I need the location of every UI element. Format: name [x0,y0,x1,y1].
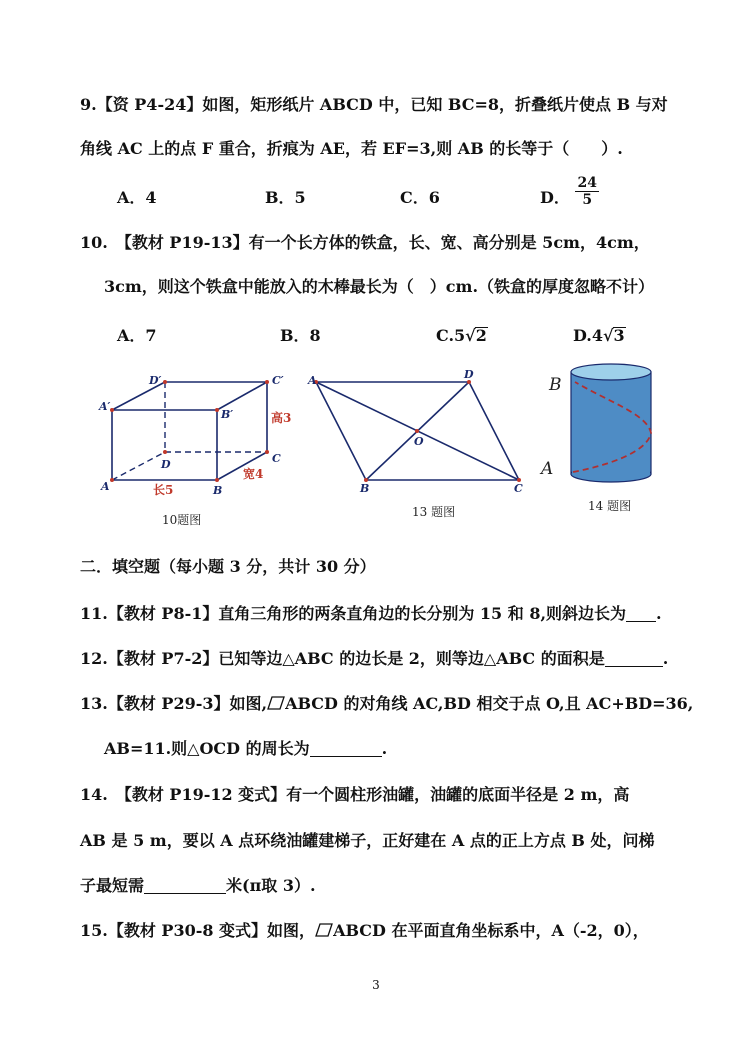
q12-text: 12.【教材 P7-2】已知等边△ABC 的边长是 2，则等边△ABC 的面积是 [80,649,605,668]
q11-answer-blank[interactable] [626,605,656,622]
q15-line1 [80,920,702,942]
label-a: A [541,459,554,479]
box-edge [217,382,267,410]
label-b: B [549,375,562,395]
page-number: 3 [372,978,380,992]
vertex-dot [163,380,167,384]
q10-option-a: A．7 [117,326,157,345]
label-d-prime: D′ [149,374,162,387]
q12-line: 12.【教材 P7-2】已知等边△ABC 的边长是 2，则等边△ABC 的面积是 . [80,649,669,668]
q9-option-d-fraction [575,175,598,208]
label-c: C [272,452,281,465]
q12-answer-blank[interactable] [605,650,663,667]
sqrt-icon: √ [465,326,476,345]
q9-option-c: C．6 [400,188,440,207]
q9-line2: 角线 AC 上的点 F 重合，折痕为 AE，若 EF=3,则 AB 的长等于（ ）. [80,139,623,158]
q9-option-d-label: D． [540,188,570,207]
cylinder-base-fill [572,458,650,474]
label-b: B [213,484,223,497]
q10-option-c-radicand: 2 [475,326,487,345]
q13-answer-blank[interactable] [310,740,382,757]
label-o: O [414,435,424,448]
sqrt-icon: √ [603,326,614,345]
label-d: D [161,458,171,471]
q10-option-d [573,325,626,347]
q13-rest: ABCD 的对角线 AC,BD 相交于点 O,且 AC+BD=36, [285,694,694,713]
label-b-prime: B′ [221,408,234,421]
q10-option-c-label: C. [436,326,455,345]
cylinder-caption: 14 题图 [588,499,632,513]
q13-line2: AB=11.则△OCD 的周长为 . [104,739,388,758]
q15-prefix: 15.【教材 P30-8 变式】如图， [80,921,316,940]
q14-line1: 14. 【教材 P19-12 变式】有一个圆柱形油罐，油罐的底面半径是 2 m，高 [80,785,630,804]
label-height: 高3 [271,411,292,425]
q14-answer-blank[interactable] [144,877,226,894]
vertex-dot [163,450,167,454]
q10-option-b: B．8 [280,326,321,345]
vertex-dot [415,429,419,433]
vertex-dot [265,450,269,454]
q10-line1: 10. 【教材 P19-13】有一个长方体的铁盒，长、宽、高分别是 5cm，4cm， [80,233,650,252]
label-d: D [464,370,474,381]
label-a: A [101,480,110,493]
section-heading: 二．填空题（每小题 3 分，共计 30 分） [80,557,376,576]
q9-line1: 9.【资 P4-24】如图，矩形纸片 ABCD 中，已知 BC=8，折叠纸片使点 B 与对 [80,95,668,114]
vertex-dot [215,478,219,482]
q11-text: 11.【教材 P8-1】直角三角形的两条直角边的长分别为 15 和 8,则斜边长为 [80,604,627,623]
label-width: 宽4 [243,467,264,481]
q10-option-c [436,325,488,347]
q14-line2: AB 是 5 m，要以 A 点环绕油罐建梯子，正好建在 A 点的正上方点 B 处，问梯 [80,831,655,850]
q14-line3-suffix: 米(π取 3）. [226,876,316,895]
q14-line3 [80,875,702,897]
q15-rest: ABCD 在平面直角坐标系中，A（-2，0）， [333,921,649,940]
q10-option-c-coef: 5 [454,326,466,345]
label-a: A [308,374,317,387]
parallelogram-icon [315,923,333,937]
q10-option-d-radicand: 3 [613,326,625,345]
q10-option-d-label: D. [573,326,592,345]
q9-fraction-numerator: 24 [577,175,597,191]
parallelogram-figure [306,370,534,495]
cylinder-top [571,364,651,380]
q13-prefix: 13.【教材 P29-3】如图, [80,694,268,713]
vertex-dot [110,478,114,482]
q10-line2: 3cm，则这个铁盒中能放入的木棒最长为（ ）cm.（铁盒的厚度忽略不计） [104,277,655,296]
vertex-dot [215,408,219,412]
q9-option-d [540,175,599,209]
q11-line: 11.【教材 P8-1】直角三角形的两条直角边的长分别为 15 和 8,则斜边长为 . [80,604,662,623]
box-caption: 10题图 [162,513,202,527]
box-hidden-edge [112,452,165,480]
q9-option-a: A．4 [117,188,157,207]
parallelogram-caption: 13 题图 [412,505,456,519]
parallelogram-icon [267,696,285,710]
q10-option-d-coef: 4 [591,326,604,345]
label-a-prime: A′ [99,400,111,413]
parallelogram-edge [316,382,366,480]
q13-line1 [80,693,702,715]
label-length: 长5 [153,483,174,497]
vertex-dot [265,380,269,384]
label-b: B [360,482,370,495]
box-figure [95,370,310,500]
parallelogram-edge [469,382,519,480]
q9-fraction-denominator: 5 [582,192,593,208]
label-c: C [514,482,523,495]
vertex-dot [110,408,114,412]
q9-option-b: B．5 [265,188,306,207]
cylinder-figure [535,358,665,486]
q13-line2-text: AB=11.则△OCD 的周长为 [104,739,310,758]
q14-line3-prefix: 子最短需 [80,876,145,895]
label-c-prime: C′ [272,374,284,387]
